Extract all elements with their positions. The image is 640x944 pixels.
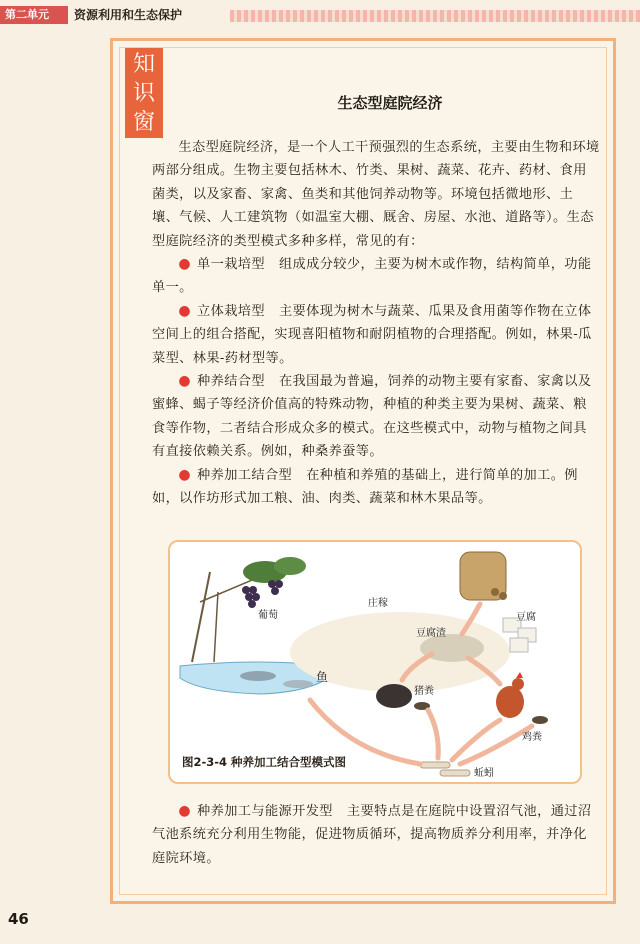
item-vertical-cultivation — [152, 300, 600, 370]
item-text: 在我国最为普遍，饲养的动物主要有家畜、家禽以及蜜蜂、蝎子等经济价值高的特殊动物，种植的种类主要为果树、蔬菜、粮食等作物，二者结合形成众多的模式。在这些模式中，动物与植物之间具有直接依赖关系。例如，种桑养蚕等。 — [152, 374, 592, 460]
article-body-continued — [152, 800, 600, 870]
knowledge-window-badge: 知识窗 — [125, 48, 163, 138]
article-body — [152, 136, 600, 511]
item-single-cultivation — [152, 253, 600, 300]
item-energy-development — [152, 800, 600, 870]
label-crops: 庄稼 — [368, 598, 388, 609]
term: 种养加工结合型 — [197, 467, 293, 483]
item-text: 主要特点是在庭院中设置沼气池，通过沼气池系统充分利用生物能，促进物质循环，提高物质养分利用率，并净化庭院环境。 — [152, 804, 592, 866]
arrow-pig-to-worm — [428, 710, 438, 758]
chicken-icon — [496, 672, 524, 718]
vine-trellis-post — [192, 572, 210, 662]
item-text: 主要体现为树木与蔬菜、瓜果及食用菌等作物在立体空间上的组合搭配，实现喜阳植物和耐阴植物的合理搭配。例如，林果-瓜菜型、林果-药材型等。 — [152, 303, 592, 366]
label-tofu: 豆腐 — [516, 612, 536, 623]
label-grape: 葡萄 — [258, 610, 278, 621]
label-earthworm: 蚯蚓 — [474, 768, 494, 779]
bullet-icon: ● — [178, 302, 192, 319]
bullet-icon: ● — [178, 466, 192, 483]
vine-stem — [214, 592, 218, 662]
bullet-icon: ● — [178, 373, 192, 390]
term: 种养结合型 — [197, 374, 265, 390]
label-fish: 鱼 — [316, 670, 329, 684]
term: 种养加工与能源开发型 — [197, 804, 333, 819]
label-pig-manure: 猪粪 — [414, 686, 434, 697]
grape-leaves-2 — [274, 557, 306, 575]
bullet-icon: ● — [178, 803, 192, 819]
label-chicken-manure: 鸡粪 — [522, 732, 542, 743]
figure-caption: 图2-3-4 种养加工结合型模式图 — [182, 755, 347, 769]
page-number: 46 — [8, 910, 29, 928]
header-stripes — [230, 10, 640, 22]
term: 单一栽培型 — [197, 257, 265, 273]
grain-sack-icon — [460, 552, 506, 600]
bullet-icon: ● — [178, 256, 192, 273]
item-processing — [152, 464, 600, 511]
label-tofu-dregs: 豆腐渣 — [416, 628, 446, 639]
item-text: 组成成分较少，主要为树木或作物，结构简单，功能单一。 — [152, 257, 592, 296]
item-text: 在种植和养殖的基础上，进行简单的加工。例如，以作坊形式加工粮、油、肉类、蔬菜和林木果品等。 — [152, 467, 578, 507]
pig-icon — [376, 684, 412, 708]
grape-bunch-icon — [242, 580, 283, 608]
fish-icon — [240, 671, 276, 681]
chicken-manure-icon — [532, 716, 548, 724]
arrow-worm-to-chicken — [452, 720, 500, 760]
mode-diagram — [168, 540, 582, 784]
fish-icon-2 — [283, 680, 313, 688]
term: 立体栽培型 — [197, 303, 265, 319]
item-planting-breeding — [152, 370, 600, 464]
diagram-illustration — [170, 542, 582, 784]
page-header — [0, 0, 640, 22]
section-title: 生态型庭院经济 — [337, 94, 443, 112]
unit-label: 第二单元 — [0, 6, 68, 24]
intro-paragraph: 生态型庭院经济，是一个人工干预强烈的生态系统，主要由生物和环境两部分组成。生物主要包括林木、竹类、果树、蔬菜、花卉、药材、食用菌类，以及家畜、家禽、鱼类和其他饲养动物等。环境包括微地形、土壤、气候、人工建筑物（如温室大棚、厩舍、房屋、水池、道路等）。生态型庭院经济的类型模式多种多样，常见的有： — [152, 140, 600, 249]
unit-title: 资源利用和生态保护 — [74, 8, 183, 22]
